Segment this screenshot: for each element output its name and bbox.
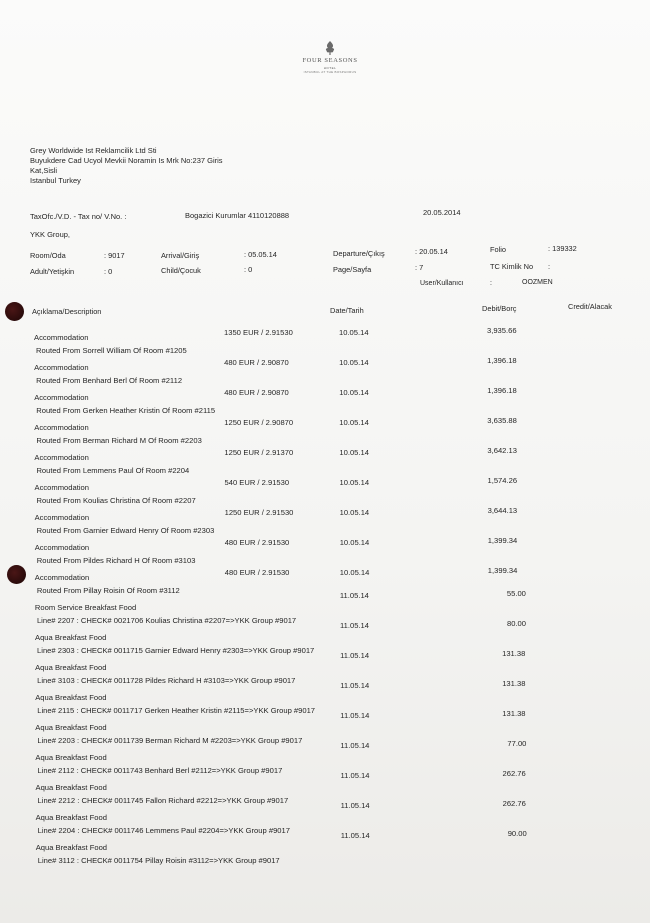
line-date: 11.05.14 <box>340 771 370 780</box>
line-debit: 3,642.13 <box>487 446 517 455</box>
line-description: Aqua Breakfast Food <box>35 813 107 822</box>
routing-note: Routed From Sorrell William Of Room #1205 <box>36 346 187 355</box>
line-description: Aqua Breakfast Food <box>35 693 107 702</box>
company-address-2: Kat,Sisli <box>30 166 58 175</box>
line-debit: 80.00 <box>507 619 527 628</box>
routing-note: Routed From Berman Richard M Of Room #2203 <box>36 436 202 445</box>
line-debit: 131.38 <box>502 709 526 718</box>
punch-hole <box>5 302 24 321</box>
line-description: Accommodation <box>34 483 89 492</box>
departure-value: : 20.05.14 <box>415 247 448 256</box>
line-date: 10.05.14 <box>339 478 370 487</box>
line-description: Aqua Breakfast Food <box>35 723 107 732</box>
line-rate: 480 EUR / 2.90870 <box>224 388 289 397</box>
col-description: Açıklama/Description <box>32 307 102 316</box>
line-debit: 77.00 <box>507 739 527 748</box>
line-date: 10.05.14 <box>339 328 369 337</box>
logo-location: ISTANBUL AT THE BOSPHORUS <box>303 70 357 74</box>
line-date: 11.05.14 <box>340 681 370 690</box>
line-rate: 540 EUR / 2.91530 <box>224 478 290 487</box>
punch-hole <box>7 565 26 584</box>
line-rate: 1250 EUR / 2.90870 <box>224 418 294 427</box>
line-description: Aqua Breakfast Food <box>35 843 108 852</box>
child-label: Child/Çocuk <box>161 266 201 275</box>
routing-note: Line# 2204 : CHECK# 0011746 Lemmens Paul #2204=>YKK Group #9017 <box>37 826 290 835</box>
line-description: Accommodation <box>34 573 90 582</box>
line-debit: 1,399.34 <box>487 566 518 575</box>
room-label: Room/Oda <box>30 251 66 260</box>
line-description: Aqua Breakfast Food <box>35 663 107 672</box>
line-date: 10.05.14 <box>339 358 369 367</box>
line-rate: 1250 EUR / 2.91370 <box>224 448 294 457</box>
line-description: Aqua Breakfast Food <box>35 753 107 762</box>
col-date: Date/Tarih <box>330 306 364 315</box>
line-debit: 90.00 <box>507 829 527 838</box>
user-value: OOZMEN <box>522 279 553 286</box>
routing-note: Routed From Lemmens Paul Of Room #2204 <box>36 466 190 475</box>
line-debit: 3,644.13 <box>487 506 518 515</box>
arrival-label: Arrival/Giriş <box>161 251 200 260</box>
line-description: Aqua Breakfast Food <box>35 633 107 642</box>
page-label: Page/Sayfa <box>333 265 372 274</box>
user-label: User/Kullanıcı <box>420 280 464 287</box>
line-date: 11.05.14 <box>340 621 369 630</box>
child-value: : 0 <box>244 265 253 274</box>
line-description: Accommodation <box>34 363 89 372</box>
tc-value: : <box>548 262 551 271</box>
line-rate: 1250 EUR / 2.91530 <box>224 508 294 517</box>
logo-brand: FOUR SEASONS <box>302 57 358 64</box>
company-address-3: Istanbul Turkey <box>30 176 81 185</box>
arrival-value: : 05.05.14 <box>244 250 277 259</box>
line-date: 10.05.14 <box>339 448 369 457</box>
line-date: 11.05.14 <box>340 831 370 840</box>
line-date: 11.05.14 <box>340 651 370 660</box>
routing-note: Line# 2112 : CHECK# 0011743 Benhard Berl #2112=>YKK Group #9017 <box>37 766 283 775</box>
line-debit: 131.38 <box>502 649 526 658</box>
hotel-logo <box>280 40 380 74</box>
line-debit: 3,935.66 <box>487 326 517 335</box>
line-description: Accommodation <box>34 333 89 342</box>
line-debit: 1,396.18 <box>487 386 517 395</box>
company-name: Grey Worldwide Ist Reklamcilik Ltd Sti <box>30 146 157 155</box>
routing-note: Routed From Gerken Heather Kristin Of Room #2115 <box>36 406 216 415</box>
line-debit: 262.76 <box>502 799 526 808</box>
routing-note: Routed From Koulias Christina Of Room #2207 <box>36 496 196 505</box>
routing-note: Line# 2203 : CHECK# 0011739 Berman Richard M #2203=>YKK Group #9017 <box>37 736 303 745</box>
line-description: Accommodation <box>34 453 89 462</box>
line-date: 11.05.14 <box>339 591 369 600</box>
line-description: Aqua Breakfast Food <box>35 783 107 792</box>
user-colon: : <box>490 280 492 287</box>
routing-note: Routed From Benhard Berl Of Room #2112 <box>36 376 183 385</box>
line-description: Accommodation <box>34 543 90 552</box>
line-date: 10.05.14 <box>339 508 370 517</box>
line-date: 10.05.14 <box>339 568 370 577</box>
tc-label: TC Kimlik No <box>490 262 534 271</box>
routing-note: Routed From Pillay Roisin Of Room #3112 <box>36 586 180 595</box>
line-date: 10.05.14 <box>339 418 369 427</box>
col-credit: Credit/Alacak <box>568 302 612 311</box>
line-debit: 1,399.34 <box>487 536 518 545</box>
line-rate: 1350 EUR / 2.91530 <box>224 328 293 337</box>
routing-note: Routed From Pildes Richard H Of Room #3103 <box>36 556 196 565</box>
logo-subline: HOTEL <box>323 66 337 70</box>
line-description: Accommodation <box>34 423 89 432</box>
line-date: 11.05.14 <box>340 741 370 750</box>
departure-label: Departure/Çıkış <box>333 249 385 258</box>
company-address-1: Buyukdere Cad Ucyol Mevkii Noramin Is Mrk No:237 Giris <box>30 156 223 165</box>
line-debit: 3,635.88 <box>487 416 517 425</box>
routing-note: Line# 3103 : CHECK# 0011728 Pildes Richard H #3103=>YKK Group #9017 <box>37 676 296 685</box>
adult-value: : 0 <box>104 267 113 276</box>
routing-note: Line# 2115 : CHECK# 0011717 Gerken Heather Kristin #2115=>YKK Group #9017 <box>37 706 316 715</box>
line-debit: 131.38 <box>502 679 526 688</box>
line-debit: 1,574.26 <box>487 476 518 485</box>
line-rate: 480 EUR / 2.91530 <box>224 538 290 547</box>
page-value: : 7 <box>415 263 424 272</box>
line-debit: 1,396.18 <box>487 356 517 365</box>
adult-label: Adult/Yetişkin <box>30 267 75 276</box>
folio-label: Folio <box>490 245 507 254</box>
tax-value: Bogazici Kurumlar 4110120888 <box>185 211 290 220</box>
line-description: Accommodation <box>34 393 89 402</box>
line-date: 11.05.14 <box>340 711 370 720</box>
routing-note: Routed From Garnier Edward Henry Of Room #2303 <box>36 526 215 535</box>
line-description: Accommodation <box>34 513 90 522</box>
line-debit: 262.76 <box>502 769 526 778</box>
routing-note: Line# 2207 : CHECK# 0021706 Koulias Christina #2207=>YKK Group #9017 <box>36 616 297 625</box>
line-rate: 480 EUR / 2.91530 <box>224 568 290 577</box>
tree-emblem-icon <box>323 40 337 56</box>
line-date: 10.05.14 <box>339 538 370 547</box>
line-date: 10.05.14 <box>339 388 369 397</box>
line-description: Room Service Breakfast Food <box>34 603 137 612</box>
line-date: 11.05.14 <box>340 801 370 810</box>
routing-note: Line# 2303 : CHECK# 0011715 Garnier Edward Henry #2303=>YKK Group #9017 <box>37 646 315 655</box>
line-rate: 480 EUR / 2.90870 <box>224 358 289 367</box>
folio-value: : 139332 <box>548 244 577 253</box>
routing-note: Line# 2212 : CHECK# 0011745 Fallon Richard #2212=>YKK Group #9017 <box>37 796 289 805</box>
invoice-date: 20.05.2014 <box>423 208 461 217</box>
room-value: : 9017 <box>104 251 125 260</box>
tax-label: TaxOfc./V.D. - Tax no/ V.No. : <box>30 212 127 221</box>
col-debit: Debit/Borç <box>482 304 517 313</box>
routing-note: Line# 3112 : CHECK# 0011754 Pillay Roisin #3112=>YKK Group #9017 <box>37 856 280 865</box>
group-name: YKK Group, <box>30 230 71 239</box>
line-debit: 55.00 <box>506 589 526 598</box>
